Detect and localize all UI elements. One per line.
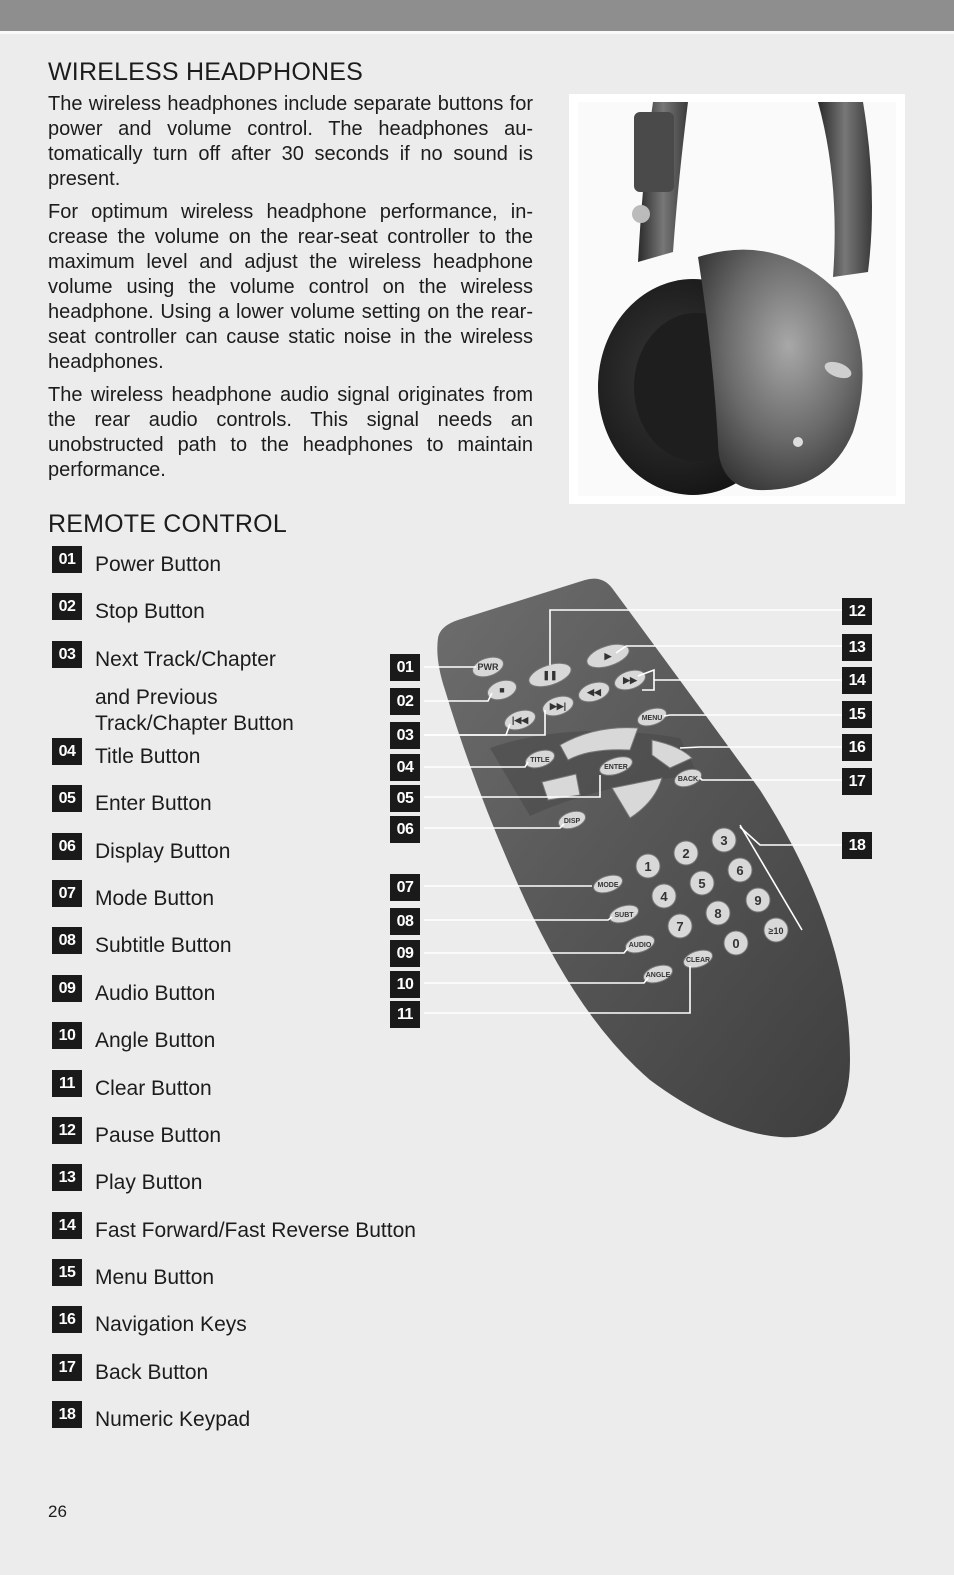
key-6[interactable] bbox=[728, 858, 752, 882]
item-number: 13 bbox=[52, 1164, 82, 1191]
key-10-plus-label: ≥10 bbox=[768, 926, 784, 936]
list-item bbox=[52, 1259, 452, 1306]
item-number: 10 bbox=[52, 1022, 82, 1049]
svg-text:|◀◀: |◀◀ bbox=[511, 715, 529, 725]
key-5[interactable] bbox=[690, 871, 714, 895]
item-number: 16 bbox=[52, 1306, 82, 1333]
item-number: 03 bbox=[52, 641, 82, 668]
item-label: Display Button bbox=[95, 839, 231, 863]
callout-03: 03 bbox=[390, 722, 420, 749]
item-label: Pause Button bbox=[95, 1123, 222, 1147]
svg-text:◀◀: ◀◀ bbox=[587, 687, 601, 697]
item-label: Enter Button bbox=[95, 792, 212, 816]
key-8[interactable] bbox=[706, 901, 730, 925]
key-2-label: 2 bbox=[682, 846, 690, 861]
item-number: 09 bbox=[52, 975, 82, 1002]
wireless-headphones-heading: WIRELESS HEADPHONES bbox=[48, 58, 363, 86]
item-number: 17 bbox=[52, 1354, 82, 1381]
top-bar bbox=[0, 0, 954, 31]
item-label: Angle Button bbox=[95, 1029, 216, 1053]
callout-11: 11 bbox=[390, 1001, 420, 1028]
callout-14: 14 bbox=[842, 667, 872, 694]
svg-text:❚❚: ❚❚ bbox=[542, 670, 558, 680]
item-label: Stop Button bbox=[95, 600, 205, 624]
item-number: 02 bbox=[52, 593, 82, 620]
callout-16: 16 bbox=[842, 734, 872, 761]
item-number: 14 bbox=[52, 1212, 82, 1239]
key-0[interactable] bbox=[724, 931, 748, 955]
key-4[interactable] bbox=[652, 884, 676, 908]
list-item bbox=[52, 1306, 452, 1353]
key-7-label: 7 bbox=[676, 919, 684, 934]
item-label: Clear Button bbox=[95, 1076, 212, 1100]
item-label: Menu Button bbox=[95, 1266, 215, 1290]
key-5-label: 5 bbox=[698, 876, 706, 891]
item-label: Navigation Keys bbox=[95, 1313, 247, 1337]
page-number: 26 bbox=[48, 1502, 67, 1521]
key-6-label: 6 bbox=[736, 863, 744, 878]
callout-17: 17 bbox=[842, 768, 872, 795]
item-label: Mode Button bbox=[95, 886, 215, 910]
item-label: Title Button bbox=[95, 744, 201, 768]
item-number: 12 bbox=[52, 1117, 82, 1144]
angle-button-label: ANGLE bbox=[645, 972, 671, 979]
key-3[interactable] bbox=[712, 828, 736, 852]
key-0-label: 0 bbox=[732, 936, 740, 951]
headphones-photo bbox=[569, 94, 905, 504]
key-3-label: 3 bbox=[720, 833, 728, 848]
power-button-label: PWR bbox=[477, 662, 499, 672]
list-item bbox=[52, 1212, 452, 1259]
callout-10: 10 bbox=[390, 971, 420, 998]
item-number: 11 bbox=[52, 1070, 82, 1097]
paragraph-optimum-performance: For optimum wireless headphone performance, in-crease the volume on the rear-seat controller to the maximum level and adjust the wireless headphone volume using the volume control on the wireless headphone. Using a lower volume setting on the rear-seat controller can cause static noise in the wireless headphones. bbox=[48, 201, 533, 373]
callout-13: 13 bbox=[842, 634, 872, 661]
item-label: Back Button bbox=[95, 1360, 209, 1384]
key-4-label: 4 bbox=[660, 889, 668, 904]
item-label-continued: and Previous Track/Chapter Button bbox=[95, 685, 294, 735]
item-number: 15 bbox=[52, 1259, 82, 1286]
callout-18: 18 bbox=[842, 832, 872, 859]
key-2[interactable] bbox=[674, 841, 698, 865]
callout-09: 09 bbox=[390, 940, 420, 967]
headphones-description bbox=[48, 92, 533, 491]
callout-04: 04 bbox=[390, 754, 420, 781]
menu-button-label: MENU bbox=[641, 715, 663, 722]
key-7[interactable] bbox=[668, 914, 692, 938]
callout-07: 07 bbox=[390, 874, 420, 901]
list-item bbox=[52, 1401, 452, 1448]
remote-control-diagram bbox=[380, 570, 860, 1150]
item-label: Fast Forward/Fast Reverse Button bbox=[95, 1218, 416, 1242]
remote-control-heading: REMOTE CONTROL bbox=[48, 510, 287, 538]
callout-01: 01 bbox=[390, 654, 420, 681]
item-number: 08 bbox=[52, 927, 82, 954]
title-button-label: TITLE bbox=[530, 757, 550, 764]
callout-15: 15 bbox=[842, 701, 872, 728]
item-number: 06 bbox=[52, 833, 82, 860]
paragraph-signal-path: The wireless headphone audio signal originates from the rear audio controls. This signal needs an unobstructed path to the headphones to maintain performance. bbox=[48, 384, 533, 481]
item-number: 18 bbox=[52, 1401, 82, 1428]
headphones-illustration bbox=[578, 102, 896, 496]
svg-text:▶▶: ▶▶ bbox=[623, 675, 637, 685]
item-label: Play Button bbox=[95, 1171, 203, 1195]
paragraph-power-volume: The wireless headphones include separate buttons for power and volume control. The headphones au-tomatically turn off after 30 seconds if no sound is present. bbox=[48, 93, 533, 190]
callout-02: 02 bbox=[390, 688, 420, 715]
top-bar-divider bbox=[0, 31, 954, 34]
key-1[interactable] bbox=[636, 854, 660, 878]
callout-12: 12 bbox=[842, 598, 872, 625]
item-label: Numeric Keypad bbox=[95, 1408, 251, 1432]
list-item bbox=[52, 1354, 452, 1401]
enter-button-label: ENTER bbox=[604, 764, 628, 771]
item-number: 01 bbox=[52, 546, 82, 573]
item-label: Power Button bbox=[95, 553, 222, 576]
item-number: 05 bbox=[52, 785, 82, 812]
display-button-label: DISP bbox=[563, 818, 581, 825]
list-item bbox=[52, 1164, 452, 1211]
svg-text:■: ■ bbox=[499, 685, 505, 695]
key-9[interactable] bbox=[746, 888, 770, 912]
item-number: 04 bbox=[52, 738, 82, 765]
key-8-label: 8 bbox=[714, 906, 722, 921]
callout-06: 06 bbox=[390, 816, 420, 843]
key-10-plus[interactable] bbox=[764, 918, 788, 942]
audio-button-label: AUDIO bbox=[628, 942, 652, 949]
key-1-label: 1 bbox=[644, 859, 652, 874]
key-9-label: 9 bbox=[754, 893, 762, 908]
item-label: Next Track/Chapter bbox=[95, 647, 276, 671]
mode-button-label: MODE bbox=[597, 882, 619, 889]
item-label: Subtitle Button bbox=[95, 934, 232, 958]
svg-text:▶: ▶ bbox=[604, 651, 612, 661]
item-number: 07 bbox=[52, 880, 82, 907]
svg-text:▶▶|: ▶▶| bbox=[549, 701, 567, 711]
item-label: Audio Button bbox=[95, 981, 216, 1005]
subtitle-button-label: SUBT bbox=[614, 912, 634, 919]
callout-08: 08 bbox=[390, 908, 420, 935]
callout-05: 05 bbox=[390, 785, 420, 812]
clear-button-label: CLEAR bbox=[685, 957, 711, 964]
back-button-label: BACK bbox=[677, 776, 699, 783]
